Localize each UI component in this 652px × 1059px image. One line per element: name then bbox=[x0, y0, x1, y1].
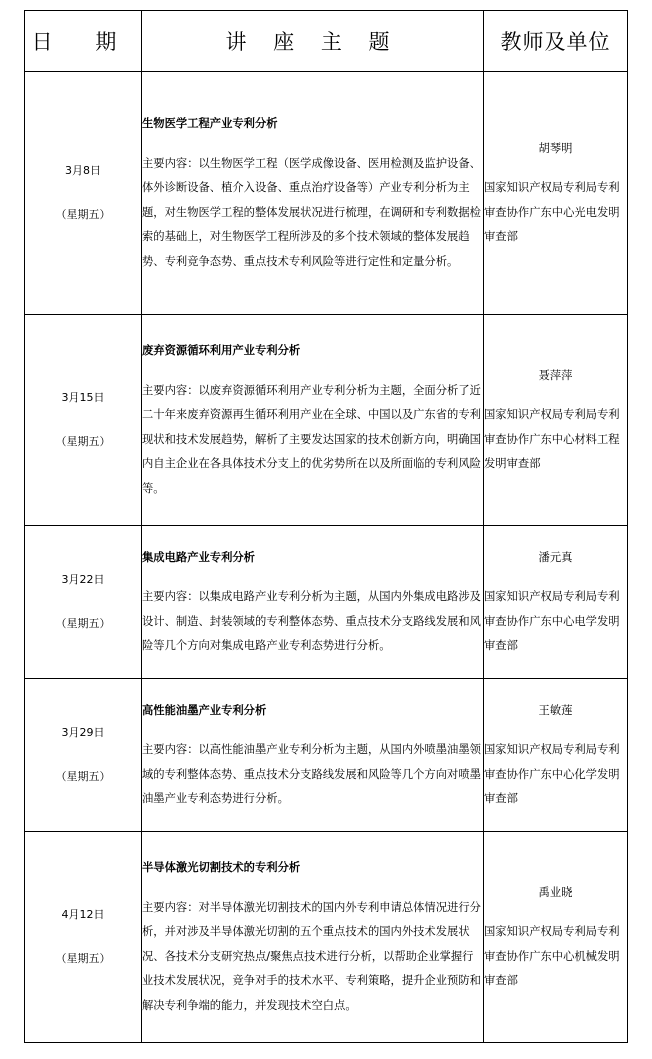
header-topic bbox=[142, 11, 484, 72]
weekday-text: （星期五） bbox=[55, 617, 111, 630]
header-topic-label: 讲 座 主 题 bbox=[225, 30, 400, 54]
teacher-unit: 国家知识产权局专利局专利审查协作广东中心材料工程发明审查部 bbox=[484, 408, 620, 470]
date-cell bbox=[25, 526, 142, 679]
date-cell bbox=[25, 832, 142, 1043]
topic-content: 主要内容：以集成电路产业专利分析为主题，从国内外集成电路涉及设计、制造、封装领域的专利整体态势、重点技术分支路线发展和风险等几个方向对集成电路产业专利态势进行分析。 bbox=[142, 590, 481, 652]
table-row bbox=[25, 679, 628, 832]
topic-cell bbox=[142, 315, 484, 526]
topic-cell bbox=[142, 72, 484, 315]
teacher-unit: 国家知识产权局专利局专利审查协作广东中心机械发明审查部 bbox=[484, 925, 620, 987]
teacher-name: 王敏莲 bbox=[538, 703, 573, 717]
teacher-unit: 国家知识产权局专利局专利审查协作广东中心光电发明审查部 bbox=[484, 181, 620, 243]
date-cell bbox=[25, 679, 142, 832]
teacher-name: 禹业晓 bbox=[538, 885, 573, 899]
weekday-text: （星期五） bbox=[55, 952, 111, 965]
topic-content: 主要内容：对半导体激光切割技术的国内外专利申请总体情况进行分析，并对涉及半导体激光切割的五个重点技术的国内外技术发展状况、各技术分支研究热点/聚焦点技术进行分析，以帮助企业掌握行业技术发展状况，竞争对手的技术水平、专利策略，提升企业预防和解决专利争端的能力，并发现技术空白点。 bbox=[142, 900, 481, 1012]
topic-content: 主要内容：以废弃资源循环利用产业专利分析为主题，全面分析了近二十年来废弃资源再生循环利用产业在全球、中国以及广东省的专利现状和技术发展趋势，解析了主要发达国家的技术创新方向，明确国内自主企业在各具体技术分支上的优劣势所在以及所面临的专利风险等。 bbox=[142, 383, 481, 495]
lecture-schedule-table bbox=[24, 10, 628, 1043]
weekday-text: （星期五） bbox=[55, 770, 111, 783]
teacher-cell bbox=[484, 315, 628, 526]
teacher-cell bbox=[484, 679, 628, 832]
table-row bbox=[25, 315, 628, 526]
weekday-text: （星期五） bbox=[55, 208, 111, 221]
table-row bbox=[25, 832, 628, 1043]
topic-title: 废弃资源循环利用产业专利分析 bbox=[142, 344, 301, 357]
teacher-unit: 国家知识产权局专利局专利审查协作广东中心化学发明审查部 bbox=[484, 743, 620, 805]
topic-title: 集成电路产业专利分析 bbox=[142, 550, 255, 564]
topic-title: 生物医学工程产业专利分析 bbox=[142, 117, 278, 130]
date-cell bbox=[25, 72, 142, 315]
header-date bbox=[25, 11, 142, 72]
date-cell bbox=[25, 315, 142, 526]
teacher-cell bbox=[484, 72, 628, 315]
date-text: 3月15日 bbox=[61, 391, 105, 404]
topic-cell bbox=[142, 526, 484, 679]
topic-title: 高性能油墨产业专利分析 bbox=[142, 703, 267, 717]
topic-content: 主要内容：以高性能油墨产业专利分析为主题，从国内外喷墨油墨领域的专利整体态势、重点技术分支路线发展和风险等几个方向对喷墨油墨产业专利态势进行分析。 bbox=[142, 743, 481, 805]
topic-content: 主要内容：以生物医学工程（医学成像设备、医用检测及监护设备、体外诊断设备、植介入设备、重点治疗设备等）产业专利分析为主题，对生物医学工程的整体发展状况进行梳理，在调研和专利数据检索的基础上，对生物医学工程所涉及的多个技术领域的整体发展趋势、专利竞争态势、重点技术专利风险等进行定性和定量分析。 bbox=[142, 156, 481, 268]
teacher-name: 聂萍萍 bbox=[538, 368, 573, 382]
date-text: 3月8日 bbox=[65, 164, 101, 177]
table-row bbox=[25, 72, 628, 315]
date-text: 3月29日 bbox=[61, 726, 105, 739]
table-header-row bbox=[25, 11, 628, 72]
table-row bbox=[25, 526, 628, 679]
teacher-cell bbox=[484, 832, 628, 1043]
teacher-unit: 国家知识产权局专利局专利审查协作广东中心电学发明审查部 bbox=[484, 590, 620, 652]
date-text: 3月22日 bbox=[61, 573, 105, 586]
topic-cell bbox=[142, 832, 484, 1043]
teacher-name: 胡琴明 bbox=[538, 141, 573, 155]
topic-title: 半导体激光切割技术的专利分析 bbox=[142, 861, 301, 874]
teacher-cell bbox=[484, 526, 628, 679]
header-date-label: 日 期 bbox=[31, 30, 135, 54]
weekday-text: （星期五） bbox=[55, 435, 111, 448]
teacher-name: 潘元真 bbox=[538, 550, 573, 564]
date-text: 4月12日 bbox=[61, 908, 105, 921]
topic-cell bbox=[142, 679, 484, 832]
header-teacher: 教师及单位 bbox=[484, 11, 628, 72]
